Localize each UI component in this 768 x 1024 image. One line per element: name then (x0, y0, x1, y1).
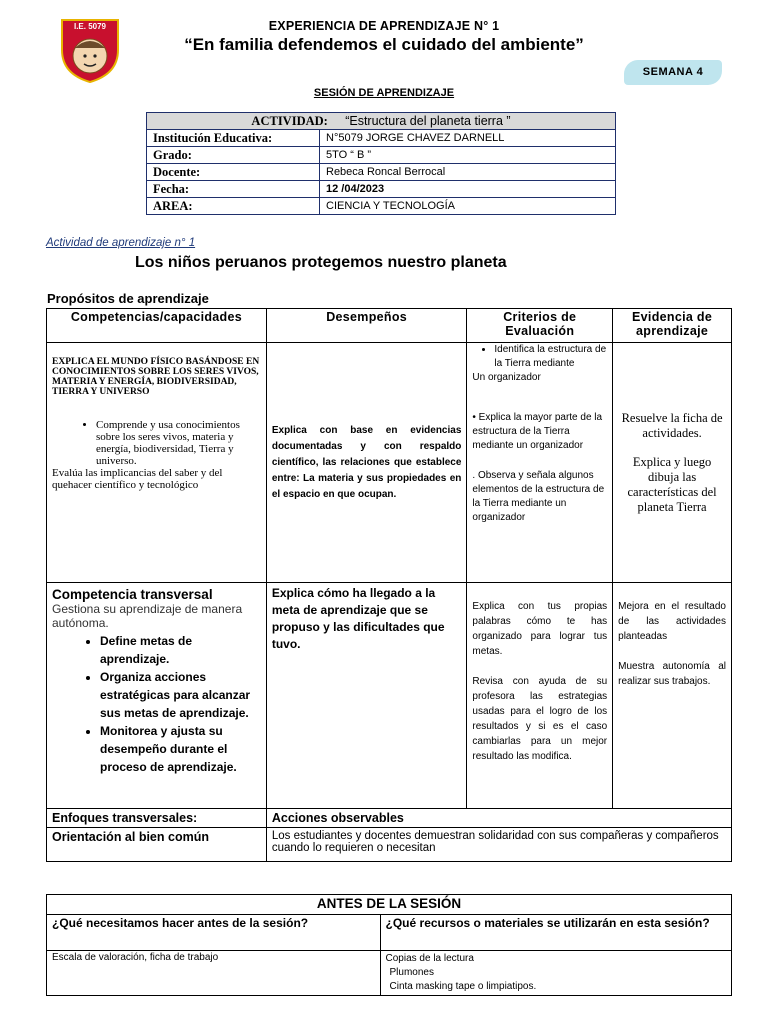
before-answer: Escala de valoración, ficha de trabajo (47, 951, 381, 996)
info-row: Docente: Rebeca Roncal Berrocal (147, 164, 616, 181)
transversal-evidencia: Muestra autonomía al realizar sus trabajos. (618, 661, 726, 687)
session-heading: SESIÓN DE APRENDIZAJE (313, 87, 455, 99)
before-session-title: ANTES DE LA SESIÓN (47, 895, 732, 915)
criterio-text: • Explica la mayor parte de la estructura de la Tierra mediante un organizador (472, 412, 603, 451)
transversal-desempeno: Explica cómo ha llegado a la meta de aprendizaje que se propuso y las dificultades que tuvo. (271, 586, 445, 651)
transversal-criterio: Revisa con ayuda de su profesora las estrategias usadas para el logro de los resultados y si es el caso cambiarlas para un mejor resultado las modifica. (472, 676, 608, 762)
header-criterios: Criterios de Evaluación (467, 309, 613, 343)
competencia-text: EXPLICA EL MUNDO FÍSICO BASÁNDOSE EN CONOCIMIENTOS SOBRE LOS SERES VIVOS, MATERIA Y ENERGÍA, BIODIVERSIDAD, TIERRA Y UNIVERSO (52, 357, 260, 397)
motto-title: “En familia defendemos el cuidado del ambiente” (184, 35, 584, 54)
session-info-table (146, 112, 616, 215)
desempeno-text: Explica con base en evidencias documentadas y con respaldo científico, las relaciones que establece entre: La materia y sus propiedades en el espacio en que ocupan. (271, 424, 462, 500)
capacidad-item: • Comprende y usa conocimientos sobre los seres vivos, materia y energía, biodiversidad, Tierra y universo. (96, 419, 261, 467)
resource-item: Copias de la lectura (385, 953, 474, 964)
resource-item: Cinta masking tape o limpiatipos. (389, 981, 537, 992)
before-session-table (46, 894, 732, 996)
transversal-item: • Define metas de aprendizaje. (100, 632, 261, 668)
activity-row: ACTIVIDAD: “Estructura del planeta tierra ” (147, 113, 616, 130)
evidencia-text: Resuelve la ficha de actividades. (621, 410, 723, 440)
transversal-title: Competencia transversal (52, 587, 213, 602)
experience-title: EXPERIENCIA DE APRENDIZAJE N° 1 (268, 19, 500, 33)
enfoques-label: Enfoques transversales: (47, 809, 267, 828)
activity-label: Actividad de aprendizaje n° 1 (46, 237, 196, 249)
orientacion-text: Los estudiantes y docentes demuestran solidaridad con sus compañeras y compañeros cuando lo requieren o necesitan (266, 828, 731, 862)
criterio-item: • Identifica la estructura de la Tierra mediante (494, 343, 607, 371)
info-row: Institución Educativa: N°5079 JORGE CHAVEZ DARNELL (147, 130, 616, 147)
resource-item: Plumones (389, 967, 434, 978)
transversal-subtitle: Gestiona su aprendizaje de manera autónoma. (52, 602, 243, 630)
transversal-criterio: Explica con tus propias palabras cómo te has organizado para lograr tus metas. (472, 601, 608, 657)
header-competencias: Competencias/capacidades (47, 309, 267, 343)
week-badge: SEMANA 4 (624, 60, 722, 85)
evalua-text: Evalúa las implicancias del saber y del quehacer científico y tecnológico (52, 467, 223, 491)
info-row: AREA: CIENCIA Y TECNOLOGÍA (147, 198, 616, 215)
acciones-label: Acciones observables (266, 809, 731, 828)
purposes-heading: Propósitos de aprendizaje (47, 291, 209, 306)
transversal-evidencia: Mejora en el resultado de las actividades planteadas (618, 601, 726, 642)
criterio-text: Un organizador (472, 372, 541, 383)
criterio-text: . Observa y señala algunos elementos de la estructura de la Tierra mediante un organizador (472, 470, 605, 523)
logo-text: I.E. 5079 (73, 22, 107, 31)
transversal-item: • Organiza acciones estratégicas para alcanzar sus metas de aprendizaje. (100, 668, 261, 722)
info-row: Fecha: 12 /04/2023 (147, 181, 616, 198)
orientacion-label: Orientación al bien común (47, 828, 267, 862)
before-question: ¿Qué necesitamos hacer antes de la sesión? (47, 915, 381, 951)
info-row: Grado: 5TO “ B ” (147, 147, 616, 164)
header-desempenos: Desempeños (266, 309, 467, 343)
resources-question: ¿Qué recursos o materiales se utilizarán en esta sesión? (380, 915, 731, 951)
purposes-table (46, 308, 732, 862)
evidencia-text: Explica y luego dibuja las características del planeta Tierra (627, 454, 717, 514)
header-evidencia: Evidencia de aprendizaje (613, 309, 732, 343)
activity-title: Los niños peruanos protegemos nuestro planeta (135, 254, 507, 271)
transversal-item: • Monitorea y ajusta su desempeño durante el proceso de aprendizaje. (100, 722, 261, 776)
